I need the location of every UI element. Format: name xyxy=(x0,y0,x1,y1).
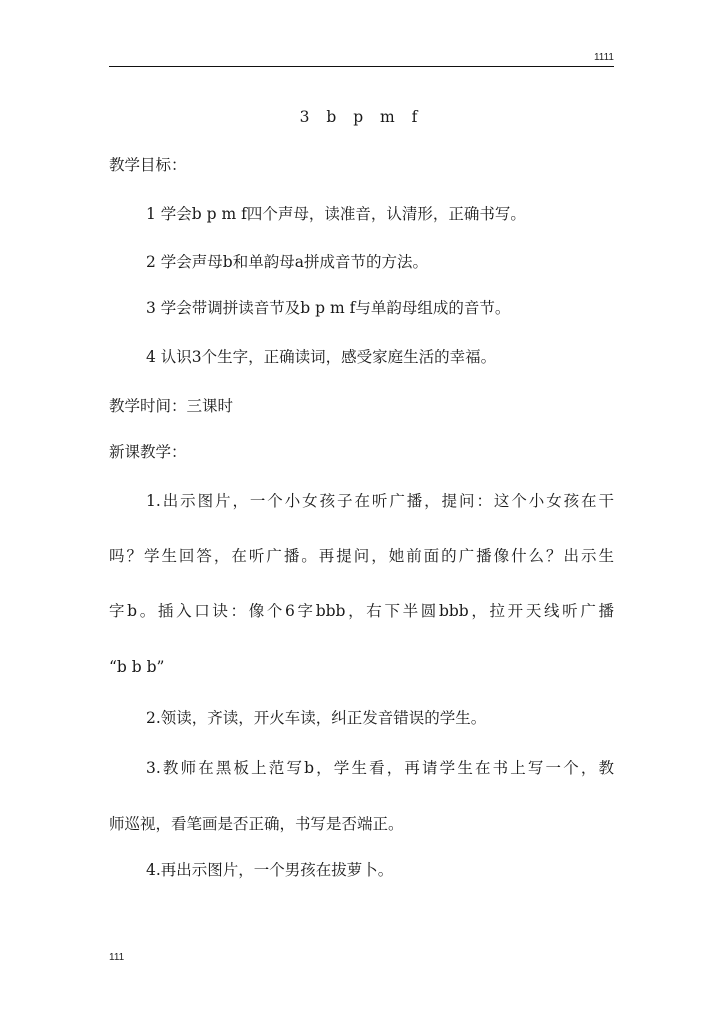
paragraph-line: 2.领读，齐读，开火车读，纠正发音错误的学生。 xyxy=(146,709,487,727)
paragraph-line: 3.教师在黑板上范写b，学生看，再请学生在书上写一个，教 xyxy=(146,759,614,777)
header-rule xyxy=(109,66,614,67)
paragraph-line: 师巡视，看笔画是否正确，书写是否端正。 xyxy=(109,815,404,833)
teaching-heading: 新课教学： xyxy=(109,443,187,461)
objective-item: 4 认识3个生字，正确读词，感受家庭生活的幸福。 xyxy=(146,348,497,366)
paragraph-line: 1.出示图片，一个小女孩子在听广播，提问：这个小女孩在干 xyxy=(146,492,614,510)
teaching-time: 教学时间：三课时 xyxy=(109,397,234,415)
lesson-title: 3 b p m f xyxy=(299,108,424,126)
objective-item: 2 学会声母b和单韵母a拼成音节的方法。 xyxy=(146,253,428,271)
paragraph-line: 吗？学生回答，在听广播。再提问，她前面的广播像什么？出示生 xyxy=(109,547,614,565)
footer-page-number: 111 xyxy=(109,952,125,963)
paragraph-line: 字b。插入口诀：像个6字bbb，右下半圆bbb，拉开天线听广播 xyxy=(109,602,614,620)
objective-item: 1 学会b p m f四个声母，读准音，认清形，正确书写。 xyxy=(146,205,526,223)
objectives-heading: 教学目标： xyxy=(109,156,187,174)
paragraph-line: 4.再出示图片，一个男孩在拔萝卜。 xyxy=(146,861,394,879)
paragraph-line: “b b b” xyxy=(109,658,165,676)
objective-item: 3 学会带调拼读音节及b p m f与单韵母组成的音节。 xyxy=(146,299,511,317)
header-page-number: 1111 xyxy=(593,52,614,63)
